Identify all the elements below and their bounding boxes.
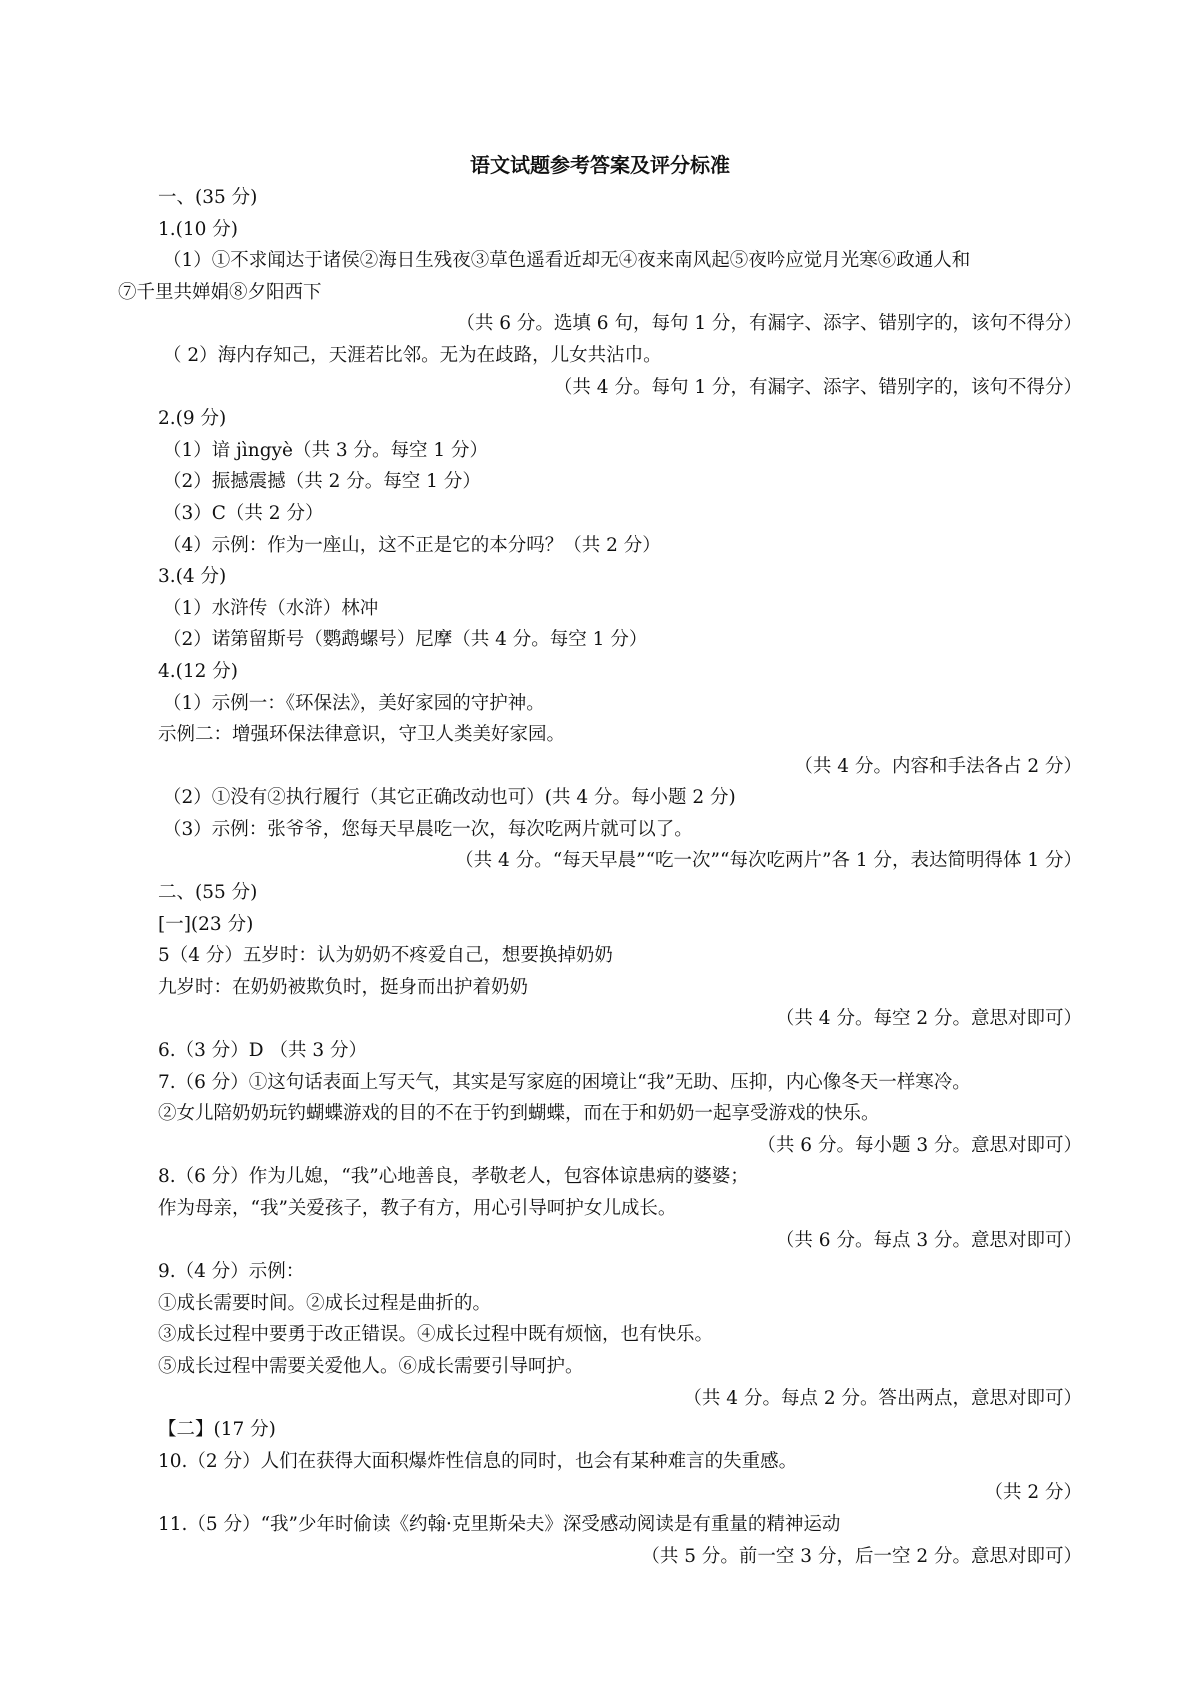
- answer-line: （共 4 分。内容和手法各占 2 分）: [794, 755, 1082, 777]
- answer-line: （共 6 分。选填 6 句，每句 1 分，有漏字、添字、错别字的，该句不得分）: [456, 313, 1082, 335]
- answer-line: 一、(35 分): [158, 187, 258, 208]
- answer-line: （2）①没有②执行履行（其它正确改动也可）(共 4 分。每小题 2 分): [163, 787, 736, 809]
- answer-line: （1）谙 jìngyè（共 3 分。每空 1 分）: [163, 439, 489, 461]
- answer-line: 10.（2 分）人们在获得大面积爆炸性信息的同时，也会有某种难言的失重感。: [158, 1450, 798, 1472]
- answer-line: （1）水浒传（水浒）林冲: [163, 597, 379, 619]
- answer-line: （共 6 分。每小题 3 分。意思对即可）: [757, 1134, 1082, 1156]
- answer-line: [一](23 分): [158, 913, 254, 935]
- answer-line: （1）①不求闻达于诸侯②海日生残夜③草色遥看近却无④夜来南风起⑤夜吟应觉月光寒⑥政通人和: [163, 250, 971, 272]
- answer-line: （共 4 分。每句 1 分，有漏字、添字、错别字的，该句不得分）: [553, 376, 1082, 398]
- answer-line: （ 2）海内存知己，天涯若比邻。无为在歧路，儿女共沾巾。: [163, 344, 662, 366]
- answer-line: 6.（3 分）D （共 3 分）: [158, 1040, 368, 1062]
- answer-line: 2.(9 分): [158, 408, 227, 430]
- answer-line: （共 5 分。前一空 3 分，后一空 2 分。意思对即可）: [641, 1545, 1082, 1567]
- answer-line: （共 2 分）: [984, 1482, 1082, 1504]
- answer-line: 5（4 分）五岁时：认为奶奶不疼爱自己，想要换掉奶奶: [158, 945, 613, 967]
- answer-line: 九岁时：在奶奶被欺负时，挺身而出护着奶奶: [158, 976, 529, 998]
- answer-line: 11.（5 分）“我”少年时偷读《约翰·克里斯朵夫》深受感动阅读是有重量的精神运动: [158, 1513, 841, 1535]
- answer-line: 【二】(17 分): [158, 1419, 276, 1441]
- answer-lines: [0, 182, 1200, 1572]
- answer-line: ①成长需要时间。②成长过程是曲折的。: [158, 1292, 492, 1314]
- answer-line: （共 4 分。“每天早晨”“吃一次”“每次吃两片”各 1 分，表达简明得体 1 分）: [455, 850, 1082, 872]
- answer-line: ⑦千里共婵娟⑧夕阳西下: [118, 281, 322, 303]
- answer-line: （2）振撼震撼（共 2 分。每空 1 分）: [163, 471, 481, 493]
- answer-line: ③成长过程中要勇于改正错误。④成长过程中既有烦恼，也有快乐。: [158, 1324, 714, 1346]
- answer-line: 8.（6 分）作为儿媳，“我”心地善良，孝敬老人，包容体谅患病的婆婆；: [158, 1166, 749, 1188]
- answer-line: （2）诺第留斯号（鹦鹉螺号）尼摩（共 4 分。每空 1 分）: [163, 629, 648, 651]
- answer-line: 1.(10 分): [158, 218, 239, 240]
- answer-line: 3.(4 分): [158, 566, 227, 588]
- document-title: 语文试题参考答案及评分标准: [470, 153, 730, 177]
- answer-line: ②女儿陪奶奶玩钓蝴蝶游戏的目的不在于钓到蝴蝶，而在于和奶奶一起享受游戏的快乐。: [158, 1103, 880, 1125]
- answer-line: 4.(12 分): [158, 660, 239, 682]
- answer-line: ⑤成长过程中需要关爱他人。⑥成长需要引导呵护。: [158, 1355, 584, 1377]
- answer-line: 7.（6 分）①这句话表面上写天气，其实是写家庭的困境让“我”无助、压抑，内心像冬天一样寒冷。: [158, 1071, 971, 1093]
- answer-line: （共 6 分。每点 3 分。意思对即可）: [775, 1229, 1082, 1251]
- answer-line: （共 4 分。每点 2 分。答出两点，意思对即可）: [683, 1387, 1082, 1409]
- answer-line: （3）示例：张爷爷，您每天早晨吃一次，每次吃两片就可以了。: [163, 818, 693, 840]
- answer-line: 二、(55 分): [158, 882, 258, 904]
- answer-line: （3）C（共 2 分）: [163, 502, 324, 524]
- answer-line: 作为母亲，“我”关爱孩子，教子有方，用心引导呵护女儿成长。: [158, 1198, 677, 1219]
- answer-line: （共 4 分。每空 2 分。意思对即可）: [775, 1008, 1082, 1030]
- answer-line: （1）示例一：《环保法》，美好家园的守护神。: [163, 692, 545, 714]
- answer-line: 9.（4 分）示例：: [158, 1261, 305, 1283]
- answer-line: （4）示例：作为一座山，这不正是它的本分吗？（共 2 分）: [163, 534, 661, 556]
- answer-line: 示例二：增强环保法律意识，守卫人类美好家园。: [158, 724, 566, 746]
